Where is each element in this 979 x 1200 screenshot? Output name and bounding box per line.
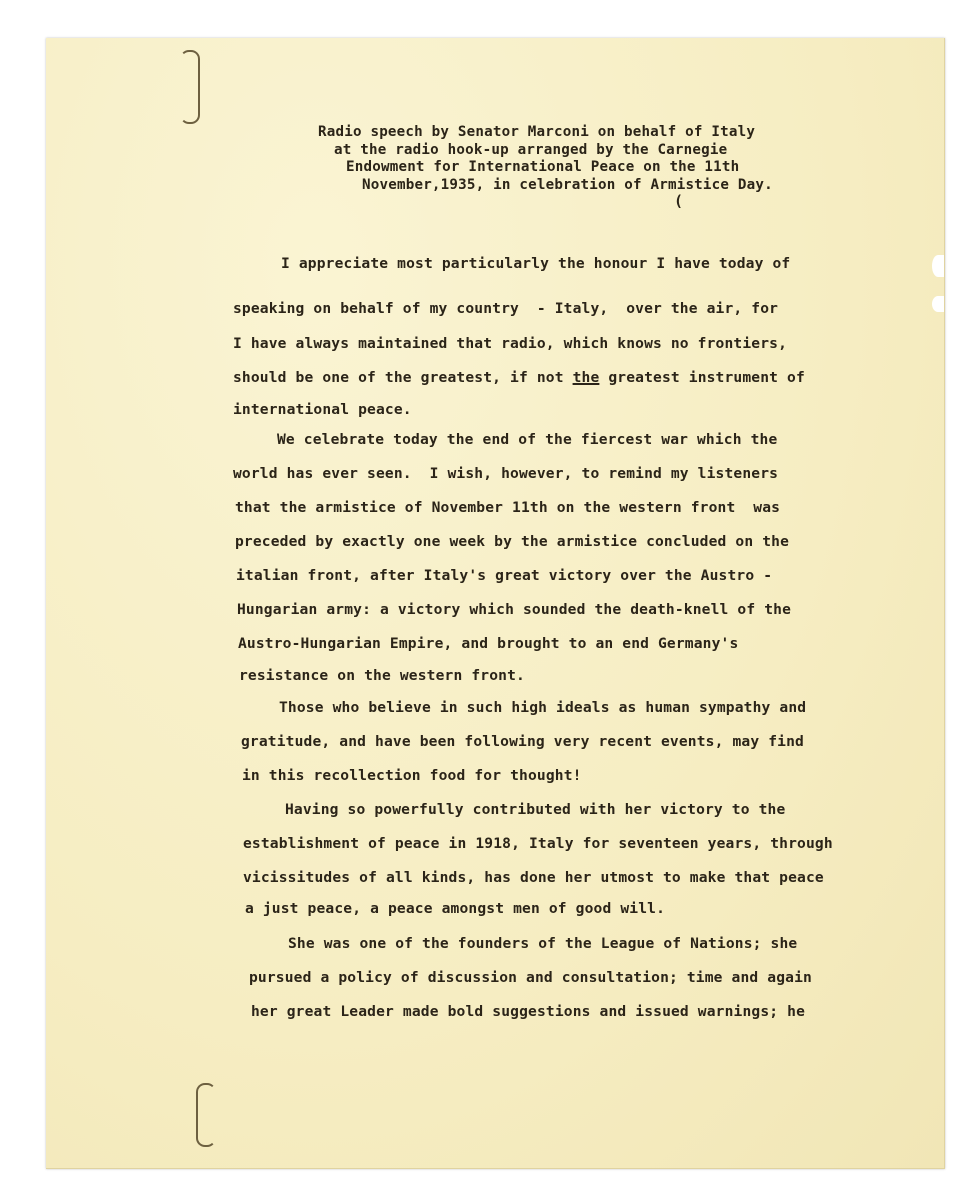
text-line: in this recollection food for thought! (242, 767, 582, 784)
heading-line: November,1935, in celebration of Armistice Day. (362, 176, 773, 193)
text-line: preceded by exactly one week by the armistice concluded on the (235, 533, 790, 550)
text-line: italian front, after Italy's great victory over the Austro - (236, 567, 773, 584)
heading-line: Radio speech by Senator Marconi on behalf of Italy (318, 124, 756, 140)
heading-line: Endowment for International Peace on the 11th (346, 159, 740, 175)
text-line: gratitude, and have been following very recent events, may find (241, 733, 804, 750)
text-line: establishment of peace in 1918, Italy for seventeen years, through (243, 835, 833, 852)
text-line: She was one of the founders of the League of Nations; she (288, 935, 798, 952)
text-line: vicissitudes of all kinds, has done her utmost to make that peace (243, 869, 824, 886)
document-heading (318, 124, 878, 194)
text-line: I have always maintained that radio, which knows no frontiers, (233, 335, 788, 352)
text-line: We celebrate today the end of the fiercest war which the (277, 431, 778, 448)
torn-edge (932, 296, 944, 312)
text-line: speaking on behalf of my country - Italy, over the air, for (233, 300, 779, 317)
text-line: Austro-Hungarian Empire, and brought to an end Germany's (238, 635, 739, 652)
text-line: Hungarian army: a victory which sounded the death-knell of the (237, 601, 792, 618)
heading-line: at the radio hook-up arranged by the Carnegie (334, 141, 728, 158)
text-line: resistance on the western front. (239, 667, 525, 684)
text-line: Those who believe in such high ideals as human sympathy and (279, 699, 807, 716)
text-line: world has ever seen. I wish, however, to remind my listeners (233, 465, 779, 482)
text-segment: should be one of the greatest, if not (233, 369, 573, 386)
text-segment: greatest instrument of (599, 369, 805, 386)
text-line: Having so powerfully contributed with her victory to the (285, 801, 786, 818)
staple-mark (180, 50, 200, 124)
text-line: international peace. (233, 401, 412, 418)
text-line (233, 368, 805, 388)
stray-mark: ( (674, 192, 684, 210)
torn-edge (932, 255, 944, 277)
staple-mark (196, 1083, 216, 1147)
text-line: a just peace, a peace amongst men of good will. (245, 900, 666, 917)
text-line: I appreciate most particularly the honour I have today of (281, 255, 791, 272)
text-line: her great Leader made bold suggestions and issued warnings; he (251, 1003, 806, 1020)
text-line: that the armistice of November 11th on the western front was (235, 499, 781, 516)
underlined-word: the (572, 369, 600, 386)
text-line: pursued a policy of discussion and consultation; time and again (249, 969, 812, 986)
